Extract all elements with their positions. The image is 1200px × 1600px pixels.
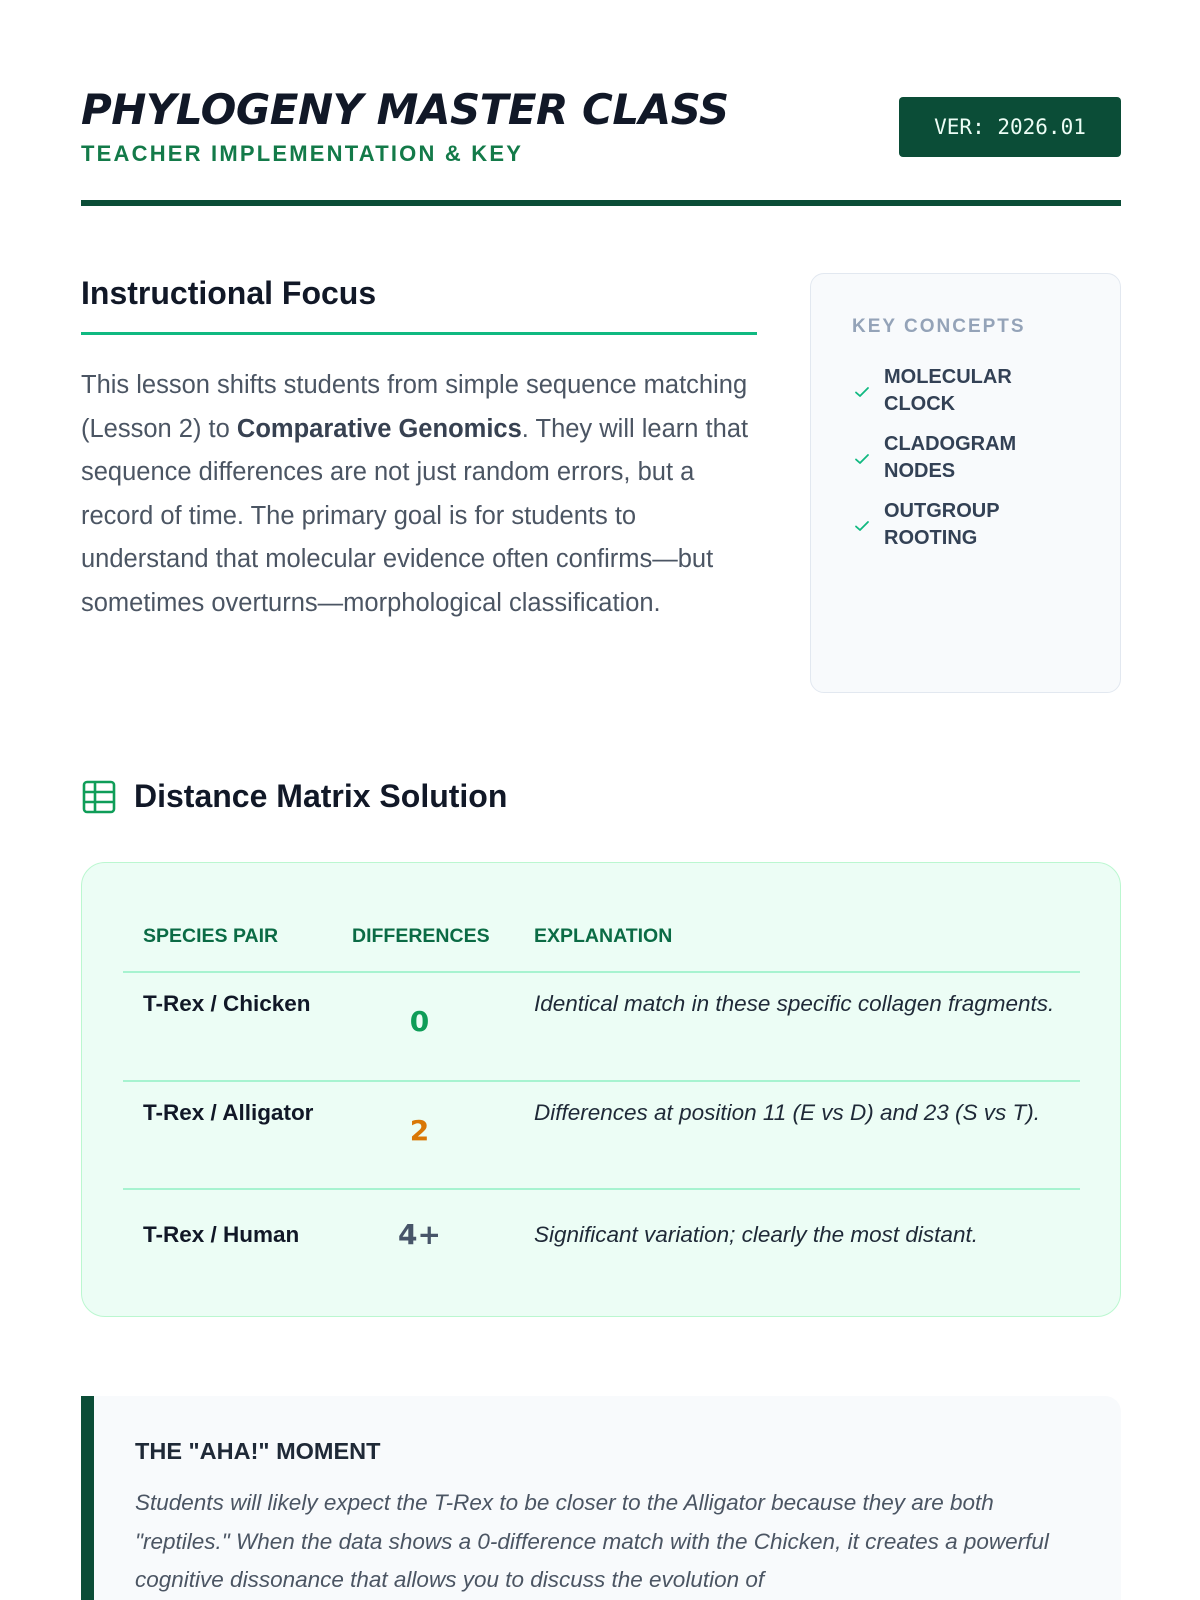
header-divider <box>81 200 1121 206</box>
aha-title: THE "AHA!" MOMENT <box>135 1438 381 1464</box>
distance-matrix-table <box>81 862 1121 1317</box>
version-badge: VER: 2026.01 <box>899 97 1121 157</box>
row-divider <box>123 1080 1080 1082</box>
cell-species: T-Rex / Alligator <box>143 1100 314 1125</box>
page-header <box>81 82 1121 207</box>
focus-body-emphasis: Comparative Genomics <box>236 414 522 443</box>
focus-body <box>81 364 757 625</box>
matrix-title: Distance Matrix Solution <box>134 778 508 814</box>
column-header-explanation: EXPLANATION <box>534 925 673 947</box>
concept-label: MOLECULAR CLOCK <box>884 366 1012 415</box>
cell-differences: 0 <box>409 1005 430 1038</box>
column-header-differences: DIFFERENCES <box>352 925 490 947</box>
focus-body-rest: . They will learn that sequence differences are not just random errors, but a record of time. The primary goal is for students to understand that molecular evidence often confirms—but sometimes overturns—morphological classification. <box>81 414 749 617</box>
aha-body: Students will likely expect the T-Rex to be closer to the Alligator because they are both "reptiles." When the data shows a 0-difference match with the Chicken, it creates a powerful cognitive dissonance that allows you to discuss the evolution of <box>135 1490 1049 1592</box>
concept-item <box>852 498 1064 551</box>
column-header-species: SPECIES PAIR <box>143 925 279 947</box>
cell-species: T-Rex / Human <box>143 1222 300 1247</box>
focus-body-intro: This lesson shifts students from simple sequence matching (Lesson 2) to <box>81 371 748 443</box>
cell-differences: 4+ <box>398 1218 441 1251</box>
matrix-heading <box>81 778 507 815</box>
page-subtitle: TEACHER IMPLEMENTATION & KEY <box>81 141 524 166</box>
key-concepts-card <box>810 273 1121 693</box>
callout-accent-bar <box>81 1396 94 1600</box>
row-divider <box>123 971 1080 973</box>
key-concepts-title: KEY CONCEPTS <box>852 316 1026 337</box>
cell-species: T-Rex / Chicken <box>143 991 311 1016</box>
page-title: PHYLOGENY MASTER CLASS <box>81 85 729 134</box>
check-icon <box>852 449 872 469</box>
row-divider <box>123 1188 1080 1190</box>
table-icon <box>81 779 117 815</box>
concept-label: CLADOGRAM NODES <box>884 433 1017 482</box>
focus-divider <box>81 332 757 335</box>
concept-item <box>852 431 1064 484</box>
cell-explanation: Identical match in these specific collagen fragments. <box>534 991 1055 1016</box>
concept-item <box>852 364 1064 417</box>
cell-explanation: Significant variation; clearly the most distant. <box>534 1222 978 1247</box>
focus-heading: Instructional Focus <box>81 275 377 311</box>
aha-moment-callout <box>81 1396 1121 1600</box>
cell-differences: 2 <box>409 1114 430 1147</box>
check-icon <box>852 516 872 536</box>
concept-label: OUTGROUP ROOTING <box>884 500 1000 549</box>
check-icon <box>852 382 872 402</box>
page <box>81 0 1121 1600</box>
cell-explanation: Differences at position 11 (E vs D) and 23 (S vs T). <box>534 1100 1041 1125</box>
